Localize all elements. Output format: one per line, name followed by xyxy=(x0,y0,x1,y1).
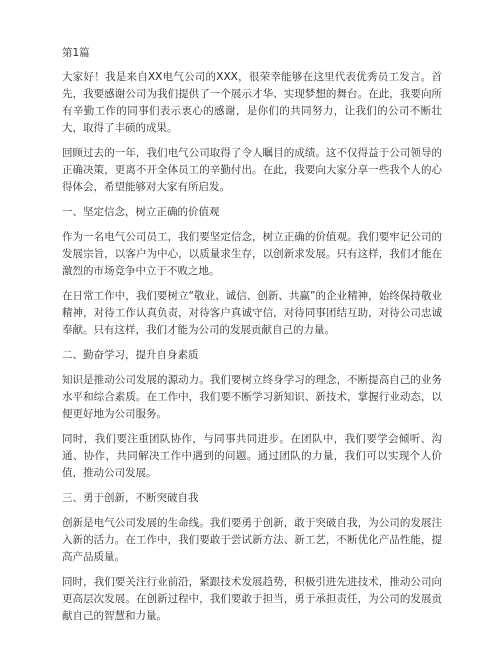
paragraph-spirit: 在日常工作中，我们要树立“敬业、诚信、创新、共赢”的企业精神，始终保持敬业精神，对待工作认真负责，对待客户真诚守信，对待同事团结互助，对待公司忠诚奉献。只有这样，我们才能为公司的发展贡献自己的力量。 xyxy=(62,290,442,336)
section-heading-2: 二、勤奋学习，提升自身素质 xyxy=(62,349,199,361)
document-body xyxy=(62,45,442,633)
section-heading-1: 一、坚定信念，树立正确的价值观 xyxy=(62,206,220,218)
section-heading-3: 三、勇于创新，不断突破自我 xyxy=(62,492,199,504)
document-title: 第1篇 xyxy=(62,47,90,59)
paragraph-frontier: 同时，我们要关注行业前沿，紧跟技术发展趋势，积极引进先进技术，推动公司向更高层次发展。在创新过程中，我们要敢于担当，勇于承担责任，为公司的发展贡献自己的智慧和力量。 xyxy=(62,576,442,622)
paragraph-values: 作为一名电气公司员工，我们要坚定信念，树立正确的价值观。我们要牢记公司的发展宗旨，以客户为中心，以质量求生存，以创新求发展。只有这样，我们才能在激烈的市场竞争中立于不败之地。 xyxy=(62,231,442,277)
paragraph-innovation: 创新是电气公司发展的生命线。我们要勇于创新，敢于突破自我，为公司的发展注入新的活力。在工作中，我们要敢于尝试新方法、新工艺，不断优化产品性能，提高产品质量。 xyxy=(62,517,442,563)
paragraph-learning: 知识是推动公司发展的源动力。我们要树立终身学习的理念，不断提高自己的业务水平和综合素质。在工作中，我们要不断学习新知识、新技术，掌握行业动态，以便更好地为公司服务。 xyxy=(62,374,442,420)
paragraph-intro: 大家好！我是来自XX电气公司的XXX，很荣幸能够在这里代表优秀员工发言。首先，我要感谢公司为我们提供了一个展示才华、实现梦想的舞台。在此，我要向所有辛勤工作的同事们表示衷心的感谢，是你们的共同努力，让我们的公司不断壮大，取得了丰硕的成果。 xyxy=(62,71,442,134)
paragraph-teamwork: 同时，我们要注重团队协作，与同事共同进步。在团队中，我们要学会倾听、沟通、协作，共同解决工作中遇到的问题。通过团队的力量，我们可以实现个人价值，推动公司发展。 xyxy=(62,433,442,479)
paragraph-review: 回顾过去的一年，我们电气公司取得了令人瞩目的成绩。这不仅得益于公司领导的正确决策，更离不开全体员工的辛勤付出。在此，我要向大家分享一些我个人的心得体会，希望能够对大家有所启发。 xyxy=(62,147,442,193)
